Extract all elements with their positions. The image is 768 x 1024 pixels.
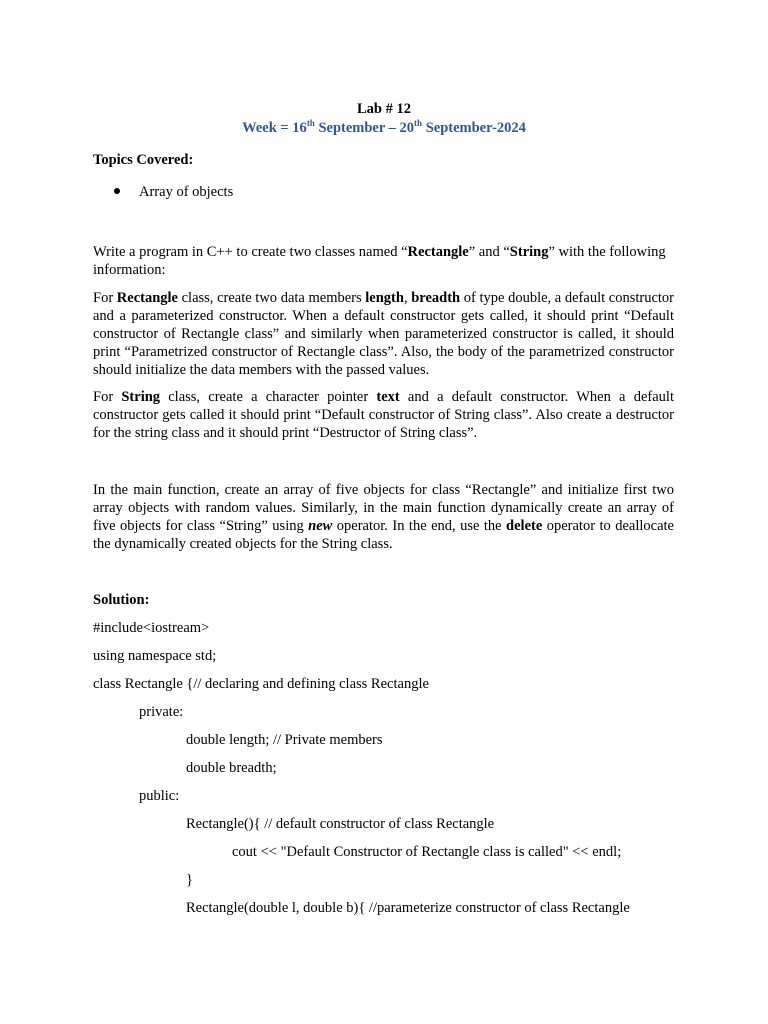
text-run-bold: text [376,389,400,405]
week-suffix: September-2024 [422,120,526,136]
text-run-bold: delete [506,518,543,534]
code-line: private: [139,704,184,720]
code-line: double breadth; [186,760,277,776]
code-line: public: [139,788,180,804]
week-sup-2: th [414,118,423,129]
week-prefix: Week = 16 [242,120,307,136]
lab-title: Lab # 12 [357,101,411,117]
string-paragraph [93,388,674,442]
text-run-bold: String [121,389,161,405]
code-line: Rectangle(double l, double b){ //parameterize constructor of class Rectangle [186,900,630,916]
text-run: class, create a character pointer [160,389,377,405]
main-function-paragraph [93,481,674,553]
text-run-bold-italic: new [308,518,333,534]
topic-bullet-item [114,184,233,201]
text-run-bold: String [509,244,549,260]
text-run: , [403,290,412,306]
text-run-bold: Rectangle [407,244,469,260]
week-sup-1: th [306,118,315,129]
code-line: cout << "Default Constructor of Rectangle class is called" << endl; [232,844,622,860]
bullet-dot-icon [114,188,120,194]
text-run: Write a program in C++ to create two classes named “ [93,244,408,260]
text-run: class, create two data members [177,290,366,306]
text-run-bold: breadth [411,290,461,306]
code-line: double length; // Private members [186,732,383,748]
solution-heading: Solution: [93,592,150,608]
week-mid: September – 20 [314,120,415,136]
code-line: Rectangle(){ // default constructor of class Rectangle [186,816,495,832]
text-run: In the main function, create an array of five objects for class “Rectangle” and initialize first two array objects with random values. Similarly, in the main function dynamically create an array of five objects for class “String” using [93,482,674,534]
text-run: of type double, a default constructor and a parameterized constructor. When a default constructor gets called, it should print “Default constructor of Rectangle class” and similarly when parameterized constructor is called, it should print “Parametrized constructor of Rectangle class”. Also, the body of the parametrized constructor should initialize the data members with the passed values. [93,290,674,378]
text-run: and a default constructor. When a default constructor gets called it should print “Default constructor of String class”. Also create a destructor for the string class and it should print “Destructor of String class”. [93,389,674,441]
text-run: operator to deallocate the dynamically created objects for the String class. [93,518,674,552]
code-line: } [186,872,193,888]
topics-heading: Topics Covered: [93,152,194,168]
week-range [0,120,768,137]
code-line: using namespace std; [93,648,217,664]
text-run: operator. In the end, use the [332,518,507,534]
text-run-bold: length [365,290,404,306]
code-line: #include<iostream> [93,620,210,636]
text-run: ” and “ [468,244,510,260]
code-line: class Rectangle {// declaring and defining class Rectangle [93,676,429,692]
text-run: ” with the following information: [93,244,666,278]
text-run-bold: Rectangle [116,290,178,306]
text-run: For [93,389,122,405]
rectangle-paragraph [93,289,674,379]
topic-item-label: Array of objects [139,184,234,200]
text-run: For [93,290,117,306]
intro-paragraph [93,243,674,279]
